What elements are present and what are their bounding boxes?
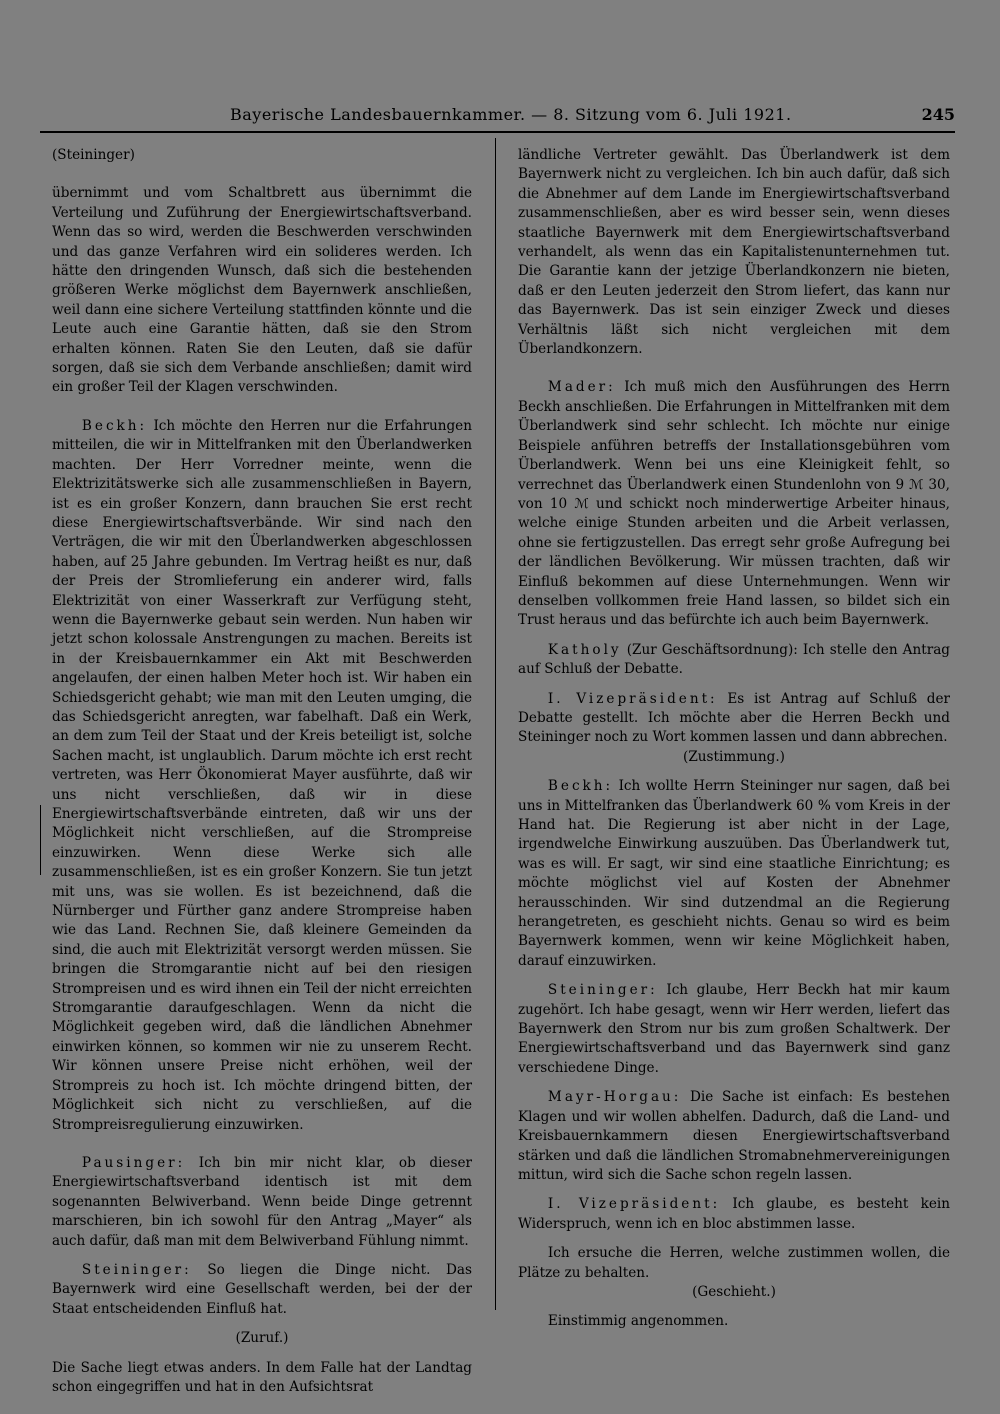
paragraph-pausinger <box>52 1154 472 1251</box>
speaker-name: Beckh: <box>547 778 614 795</box>
speaker-name: Beckh: <box>81 417 148 434</box>
speaker-name: Mader: <box>547 379 616 396</box>
speech-text: Ich wollte Herrn Steininger nur sagen, daß bei uns in Mittelfranken das Überlandwerk 60 % vom Kreis in der Hand hat. Die Regierung ist aber nicht in der Lage, irgendwelche Einwirkung auszuüben. Das Überlandwerk tut, was es will. Er sagt, wir sind eine staatliche Einrichtung; es möchte möglichst viel auf Kosten der Abnehmer herausschinden. Wir sind dutzendmal an die Regierung herangetreten, es geschieht nichts. Genau so wird es beim Bayernwerk kommen, wenn wir keine Möglichkeit haben, darauf einzuwirken. <box>518 778 950 969</box>
speaker-name: Mayr-Horgau: <box>547 1089 682 1106</box>
interjection-zuruf: (Zuruf.) <box>235 1330 289 1347</box>
speech-text: Ich muß mich den Ausführungen des Herrn Beckh anschließen. Die Erfahrungen in Mittelfranken mit dem Überlandwerk sind sehr schlecht. Ich möchte nur einige Beispiele anführen betreffs der Installationsgebühren vom Überlandwerk. Wenn bei uns eine Kleinigkeit fehlt, so verrechnet das Überlandwerk einen Stundenlohn von 9 ℳ 30, von 10 ℳ und schickt noch minderwertige Arbeiter hinaus, welche einige Stunden arbeiten und die Arbeit verlassen, ohne sie fertigzustellen. Das erregt sehr große Aufregung bei der ländlichen Bevölkerung. Wir müssen trachten, daß wir Einfluß bekommen auf diese Unternehmungen. Wenn wir denselben vollkommen freie Hand lassen, so bildet sich ein Trust heraus und das befürchte ich auch beim Bayernwerk. <box>518 379 950 629</box>
speaker-continuation-label: (Steininger) <box>52 147 135 163</box>
page-number: 245 <box>921 105 955 124</box>
speaker-name: Steininger: <box>547 982 658 999</box>
paragraph-vizepraesident-1 <box>518 690 950 748</box>
speech-text: Es ist Antrag auf Schluß der Debatte gestellt. Ich möchte aber die Herren Beckh und Steininger noch zu Wort kommen lassen und dann abbrechen. <box>518 690 950 746</box>
right-column <box>518 146 950 1332</box>
paragraph-steininger-3 <box>518 981 950 1078</box>
speaker-name: Katholy <box>547 641 622 658</box>
left-column <box>52 146 472 1397</box>
header-rule <box>40 131 955 133</box>
interjection-geschieht: (Geschieht.) <box>692 1283 776 1300</box>
result-line: Einstimmig angenommen. <box>547 1313 729 1330</box>
paragraph-steininger: übernimmt und vom Schaltbrett aus übernimmt die Verteilung und Zuführung der Energiewirtschaftsverband. Wenn das so wird, werden die Beschwerden verschwinden und das ganze Verfahren wird ein solideres werden. Ich hätte den dringenden Wunsch, daß sich die bestehenden größeren Werke möglichst dem Bayernwerk anschließen, weil dann eine sichere Verteilung stattfinden könnte und die Leute auch eine Garantie hätten, daß sie den Strom erhalten können. Raten Sie den Leuten, daß sie dafür sorgen, daß sie sich dem Verbande anschließen; damit wird ein großer Teil der Klagen verschwinden. <box>52 185 472 396</box>
running-title: Bayerische Landesbauernkammer. — 8. Sitzung vom 6. Juli 1921. <box>230 105 792 124</box>
paragraph-katholy <box>518 641 950 680</box>
paragraph-continuation: ländliche Vertreter gewählt. Das Überlandwerk ist dem Bayernwerk nicht zu vergleichen. Ich bin auch dafür, daß sich die Abnehmer auf dem Lande im Energiewirtschaftsverband zusammenschließen, aber es wird besser sein, wenn dieses staatliche Bayernwerk mit dem Energiewirtschaftsverband verhandelt, als wenn das ein Kapitalistenunternehmen tut. Die Garantie kann der jetzige Überlandkonzern nie bieten, daß er den Leuten jederzeit den Strom liefert, das kann nur das Bayernwerk. Das ist sein einziger Zweck und dieses Verhältnis läßt sich nicht vergleichen mit dem Überlandkonzern. <box>518 147 950 358</box>
paragraph-steininger-2 <box>52 1261 472 1319</box>
margin-mark-left <box>40 805 41 875</box>
speech-text: (Zur Geschäftsordnung): Ich stelle den Antrag auf Schluß der Debatte. <box>518 641 950 678</box>
page-header <box>40 105 955 127</box>
speech-text: Die Sache ist einfach: Es bestehen Klagen und wir wollen abhelfen. Dadurch, daß die Land- und Kreisbauernkammern diesen Energiewirtschaftsverband stärken und daß die ländlichen Stromabnehmervereinigungen mittun, wird sich die Sache schon regeln lassen. <box>518 1089 950 1183</box>
column-divider <box>495 138 496 1310</box>
speaker-name: Steininger: <box>81 1261 192 1278</box>
paragraph-mayr-horgau <box>518 1088 950 1185</box>
speech-text: Ich möchte den Herren nur die Erfahrungen mitteilen, die wir in Mittelfranken mit den Überlandwerken machten. Der Herr Vorredner meinte, wenn die Elektrizitätswerke sich alle zusammenschließen in Bayern, ist es ein großer Konzern, dann brauchen Sie erst recht diese Energiewirtschaftsverbände. Wir sind nach den Verträgen, die wir mit den Überlandwerken abgeschlossen haben, auf 25 Jahre gebunden. Im Vertrag heißt es nur, daß der Preis der Stromlieferung ein anderer wird, falls Elektrizität von einer Wasserkraft zur Verfügung steht, wenn die Bayernwerke gebaut sein werden. Nun haben wir jetzt schon kolossale Anstrengungen zu machen. Bereits ist in der Kreisbauernkammer ein Akt mit Beschwerden angelaufen, der einen halben Meter hoch ist. Wir haben ein Schiedsgericht gehabt; wie man mit den Leuten umging, die das Schiedsgericht anregten, war fabelhaft. Daß ein Werk, an dem zum Teil der Staat und der Kreis beteiligt ist, solche Sachen macht, ist unglaublich. Darum möchte ich erst recht vertreten, was Herr Ökonomierat Mayer ausführte, daß wir uns nicht verschließen, daß wir in diese Energiewirtschaftsverbände eintreten, daß wir uns der Möglichkeit nicht verschließen, auf die Strompreise einzuwirken. Wenn diese Werke sich alle zusammenschließen, ist es ein großer Konzern. Sie tun jetzt mit uns, was sie wollen. Es ist bezeichnend, daß die Nürnberger und Fürther ganz andere Strompreise haben wie das Land. Rechnen Sie, daß kleinere Gemeinden da sind, die auch mit Elektrizität versorgt werden müssen. Sie bringen die Stromgarantie nicht auf bei den riesigen Strompreisen und es wird ihnen ein Teil der nicht erreichten Stromgarantie daraufgeschlagen. Wenn da nicht die Möglichkeit gegeben wird, daß die ländlichen Abnehmer einwirken können, so kommen wir nie zu unserem Recht. Wir können unsere Preise nicht erhöhen, weil der Strompreis zu hoch ist. Ich möchte dringend bitten, der Möglichkeit sich nicht zu verschließen, auf die Strompreisregulierung einzuwirken. <box>52 417 472 1133</box>
speech-text: So liegen die Dinge nicht. Das Bayernwerk wird eine Gesellschaft werden, bei der der Staat entscheidenden Einfluß hat. <box>52 1261 473 1317</box>
speaker-name: Pausinger: <box>81 1154 186 1171</box>
paragraph-vizepraesident-2 <box>518 1195 950 1234</box>
paragraph-mader <box>518 378 950 630</box>
speech-text: Ich bin mir nicht klar, ob dieser Energiewirtschaftsverband identisch ist mit dem sogenannten Belwiverband. Wenn beide Dinge getrennt marschieren, bin ich sowohl für den Antrag „Mayer“ als auch dafür, daß man mit dem Belwiverband Fühlung nimmt. <box>52 1154 472 1249</box>
paragraph-beckh-2 <box>518 777 950 971</box>
paragraph-ersuche: Ich ersuche die Herren, welche zustimmen wollen, die Plätze zu behalten. <box>518 1245 950 1281</box>
speaker-name: I. Vizepräsident: <box>547 1196 721 1213</box>
paragraph-final: Die Sache liegt etwas anders. In dem Falle hat der Landtag schon eingegriffen und hat in den Aufsichtsrat <box>52 1359 472 1395</box>
paragraph-beckh <box>52 417 472 1135</box>
interjection-zustimmung: (Zustimmung.) <box>683 748 785 765</box>
speech-text: Ich glaube, Herr Beckh hat mir kaum zugehört. Ich habe gesagt, wenn wir Herr werden, liefert das Bayernwerk den Strom nur bis zum großen Schaltwerk. Der Energiewirtschaftsverband und das Bayernwerk sind ganz verschiedene Dinge. <box>518 982 950 1076</box>
speaker-name: I. Vizepräsident: <box>547 690 718 707</box>
speech-text: Ich glaube, es besteht kein Widerspruch, wenn ich en bloc abstimmen lasse. <box>518 1196 950 1232</box>
